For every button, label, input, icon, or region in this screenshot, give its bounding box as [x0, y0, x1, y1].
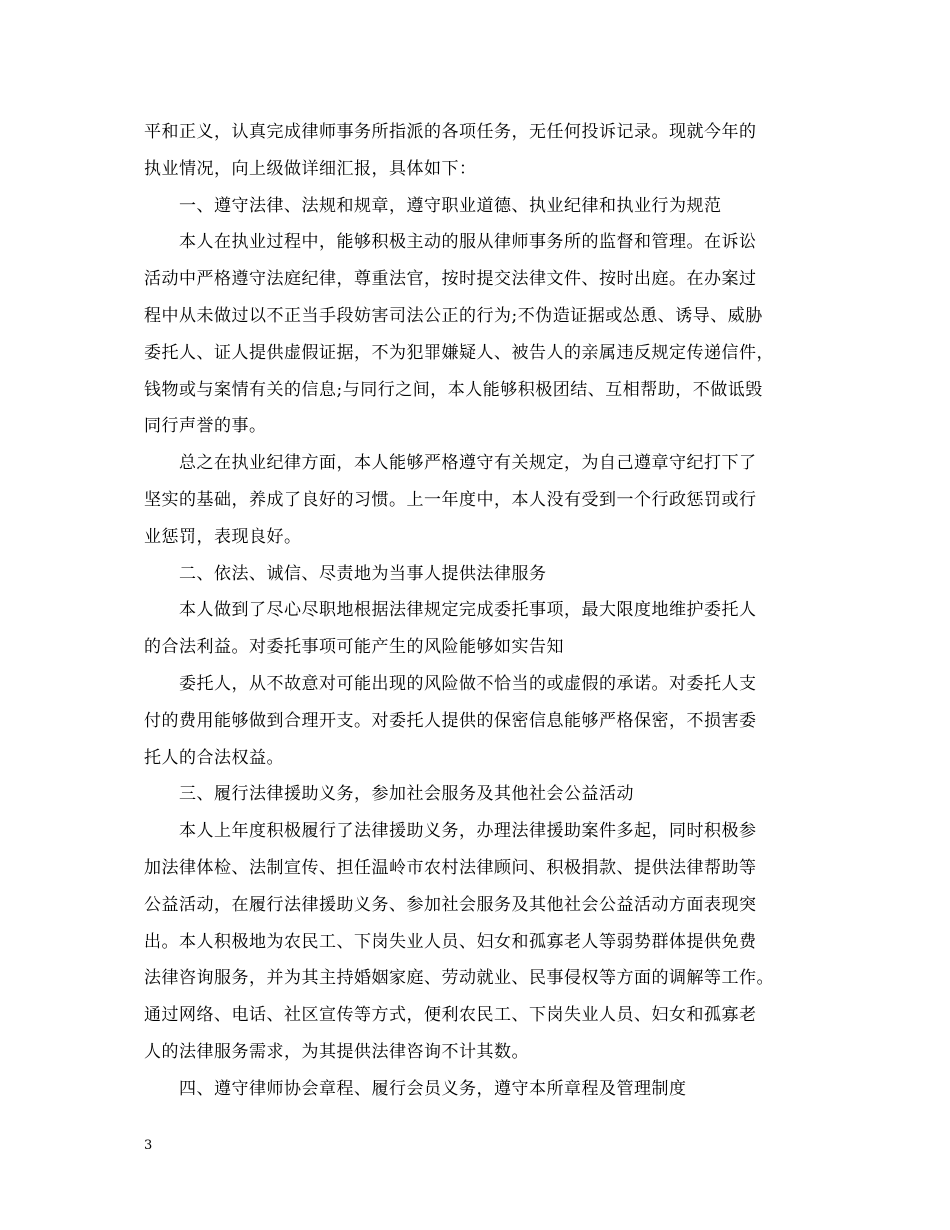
text-line: 委托人，从不故意对可能出现的风险做不恰当的或虚假的承诺。对委托人支 [179, 673, 757, 694]
text-line: 同行声誉的事。 [144, 416, 267, 437]
text-line: 加法律体检、法制宣传、担任温岭市农村法律顾问、积极捐款、提供法律帮助等 [144, 857, 757, 878]
text-line: 托人的合法权益。 [144, 747, 284, 768]
text-line: 程中从未做过以不正当手段妨害司法公正的行为;不伪造证据或怂恿、诱导、威胁 [144, 305, 763, 326]
text-line: 执业情况，向上级做详细汇报，具体如下： [144, 158, 477, 179]
text-line: 付的费用能够做到合理开支。对委托人提供的保密信息能够严格保密，不损害委 [144, 710, 757, 731]
text-line: 本人上年度积极履行了法律援助义务，办理法律援助案件多起，同时积极参 [179, 821, 757, 842]
text-line: 出。本人积极地为农民工、下岗失业人员、妇女和孤寡老人等弱势群体提供免费 [144, 931, 757, 952]
text-line: 业惩罚，表现良好。 [144, 526, 302, 547]
document-body [144, 114, 820, 1108]
text-line: 四、遵守律师协会章程、履行会员义务，遵守本所章程及管理制度 [179, 1078, 687, 1099]
text-line: 本人做到了尽心尽职地根据法律规定完成委托事项，最大限度地维护委托人 [179, 600, 757, 621]
text-line: 本人在执业过程中，能够积极主动的服从律师事务所的监督和管理。在诉讼 [179, 232, 757, 253]
text-line: 的合法利益。对委托事项可能产生的风险能够如实告知 [144, 637, 564, 658]
text-line: 法律咨询服务，并为其主持婚姻家庭、劳动就业、民事侵权等方面的调解等工作。 [144, 968, 774, 989]
text-line: 通过网络、电话、社区宣传等方式，便利农民工、下岗失业人员、妇女和孤寡老 [144, 1005, 757, 1026]
text-line: 委托人、证人提供虚假证据，不为犯罪嫌疑人、被告人的亲属违反规定传递信件， [144, 342, 774, 363]
text-line: 一、遵守法律、法规和规章，遵守职业道德、执业纪律和执业行为规范 [179, 195, 722, 216]
text-line: 活动中严格遵守法庭纪律，尊重法官，按时提交法律文件、按时出庭。在办案过 [144, 269, 757, 290]
text-line: 总之在执业纪律方面，本人能够严格遵守有关规定，为自己遵章守纪打下了 [179, 453, 757, 474]
text-line: 人的法律服务需求，为其提供法律咨询不计其数。 [144, 1041, 529, 1062]
text-line: 公益活动，在履行法律援助义务、参加社会服务及其他社会公益活动方面表现突 [144, 894, 757, 915]
text-line: 钱物或与案情有关的信息;与同行之间，本人能够积极团结、互相帮助，不做诋毁 [144, 379, 763, 400]
page-number: 3 [144, 1138, 153, 1153]
text-line: 平和正义，认真完成律师事务所指派的各项任务，无任何投诉记录。现就今年的 [144, 122, 757, 142]
text-line: 坚实的基础，养成了良好的习惯。上一年度中，本人没有受到一个行政惩罚或行 [144, 489, 757, 510]
text-line: 二、依法、诚信、尽责地为当事人提供法律服务 [179, 563, 547, 584]
text-line: 三、履行法律援助义务，参加社会服务及其他社会公益活动 [179, 784, 634, 805]
